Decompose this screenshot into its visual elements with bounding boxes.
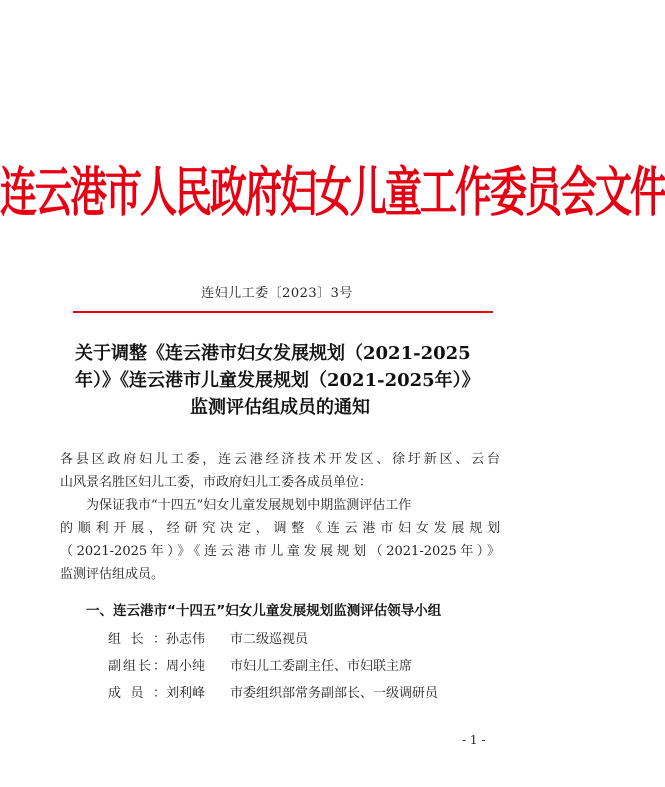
member-title: 市妇儿工委副主任、市妇联主席 [230, 659, 413, 674]
member-role: 成员： [108, 686, 166, 701]
paragraph-line-2: 的顺利开展，经研究决定，调整《连云港市妇女发展规划 [60, 521, 500, 536]
notice-title-line-3: 监测评估组成员的通知 [190, 397, 370, 418]
member-row [108, 626, 438, 653]
member-role: 组长： [108, 632, 166, 647]
paragraph-line-1: 为保证我市“十四五”妇女儿童发展规划中期监测评估工作 [86, 498, 412, 513]
member-list [108, 626, 438, 707]
notice-title-line-1: 关于调整《连云港市妇女发展规划（2021-2025 [75, 343, 471, 364]
member-title: 市二级巡视员 [230, 632, 309, 647]
paragraph-line-3: （2021-2025年）》《连云港市儿童发展规划（2021-2025年）》 [60, 544, 500, 559]
member-name: 刘利峰 [166, 686, 206, 701]
notice-body [60, 448, 500, 586]
member-name: 孙志伟 [166, 632, 206, 647]
addressee-line-2: 山风景名胜区妇儿工委，市政府妇儿工委各成员单位： [60, 475, 373, 490]
member-name: 周小纯 [166, 659, 206, 674]
paragraph-line-4: 监测评估组成员。 [60, 567, 165, 582]
member-role: 副组长： [108, 659, 166, 674]
notice-title-line-2: 年）》《连云港市儿童发展规划（2021-2025年）》 [75, 370, 480, 391]
member-title: 市委组织部常务副部长、一级调研员 [230, 686, 439, 701]
section-heading-leadership-group: 一、连云港市“十四五”妇女儿童发展规划监测评估领导小组 [86, 603, 442, 619]
document-header-title: 连云港市人民政府妇女儿童工作委员会文件 [0, 159, 665, 224]
document-number: 连妇儿工委〔2023〕3号 [201, 286, 353, 301]
page-number: - 1 - [462, 733, 486, 747]
red-divider-line [73, 311, 493, 313]
member-row [108, 680, 438, 707]
member-row [108, 653, 438, 680]
notice-title [60, 340, 500, 421]
addressee-line-1: 各县区政府妇儿工委，连云港经济技术开发区、徐圩新区、云台 [60, 452, 500, 467]
